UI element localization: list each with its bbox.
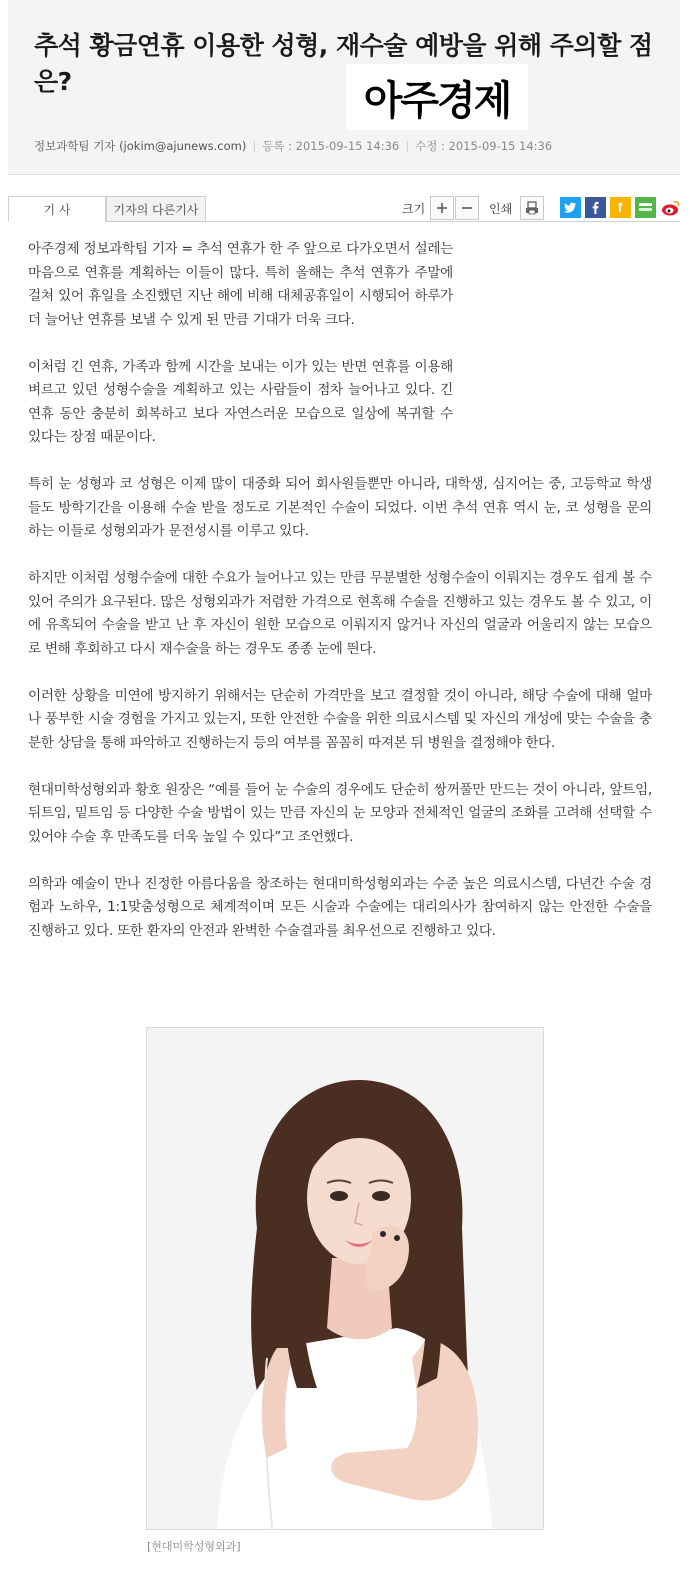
share-facebook-button[interactable] xyxy=(585,197,606,218)
twitter-icon xyxy=(564,201,577,214)
article-paragraph: 이처럼 긴 연휴, 가족과 함께 시간을 보내는 이가 있는 반면 연휴를 이용해 벼르고 있던 성형수술을 계획하고 있는 사람들이 점차 늘어나고 있다. 긴 연휴 동안 충분히 회복하고 보다 자연스러운 모습으로 일상에 복귀할 수 있다는 장점 때문이다. xyxy=(28,358,453,445)
article-paragraph: 의학과 예술이 만나 진정한 아름다움을 창조하는 현대미학성형외과는 수준 높은 의료시스템, 다년간 수술 경험과 노하우, 1:1맞춤성형으로 체계적이며 모든 시술과 수술에는 대리의사가 참여하지 않는 안전한 수술을 진행하고 있다. 또한 환자의 안전과 완벽한 수술결과를 최우선으로 진행하고 있다. xyxy=(28,875,652,939)
article-paragraph: 이러한 상황을 미연에 방지하기 위해서는 단순히 가격만을 보고 결정할 것이 아니라, 해당 수술에 대해 얼마나 풍부한 시술 경험을 가지고 있는지, 또한 안전한 수술을 위한 의료시스템 및 자신의 개성에 맞는 수술을 충분한 상담을 통해 파악하고 진행하는지 등의 여부를 꼼꼼히 따져본 뒤 병원을 결정해야 한다. xyxy=(28,687,652,751)
share-band-button[interactable] xyxy=(635,197,656,218)
print-button[interactable] xyxy=(520,196,544,220)
byline-author[interactable]: 정보과학팀 기자 (jokim@ajunews.com) xyxy=(34,139,247,153)
article-paragraph: 현대미학성형외과 황호 원장은 “예를 들어 눈 수술의 경우에도 단순히 쌍꺼풀만 만드는 것이 아니라, 앞트임, 뒤트임, 밑트임 등 다양한 수술 방법이 있는 만큼 자신의 눈 모양과 전체적인 얼굴의 조화를 고려해 선택할 수 있어야 수술 후 만족도를 더욱 높일 수 있다”고 조언했다. xyxy=(28,781,652,845)
byline xyxy=(34,138,552,154)
byline-modified: 수정 : 2015-09-15 14:36 xyxy=(415,139,553,153)
byline-divider: | xyxy=(405,139,410,153)
tab-article[interactable]: 기 사 xyxy=(8,196,106,222)
share-twitter-button[interactable] xyxy=(560,197,581,218)
article-paragraph: 아주경제 정보과학팀 기자 = 추석 연휴가 한 주 앞으로 다가오면서 설레는 마음으로 연휴를 계획하는 이들이 많다. 특히 올해는 추석 연휴가 주말에 걸쳐 있어 휴일을 소진했던 지난 해에 비해 대체공휴일이 시행되어 하루가 더 늘어난 연휴를 보낼 수 있게 된 만큼 기대가 더욱 크다. xyxy=(28,241,453,328)
article-photo[interactable] xyxy=(146,1027,544,1530)
plus-icon xyxy=(436,202,448,214)
photo-caption: [현대미학성형외과] xyxy=(147,1540,241,1553)
print-label: 인쇄 xyxy=(489,202,513,216)
ajunews-logo[interactable]: 아주경제 xyxy=(346,64,528,130)
tab-divider xyxy=(206,221,680,222)
article-header xyxy=(8,0,680,175)
tab-reporter-other-articles[interactable]: 기자의 다른기사 xyxy=(106,196,206,222)
byline-divider: | xyxy=(252,139,257,153)
font-size-label: 크기 xyxy=(402,202,426,216)
band-icon xyxy=(638,201,653,214)
model-portrait-image xyxy=(147,1028,543,1529)
font-decrease-button[interactable] xyxy=(455,196,479,220)
share-weibo-button[interactable] xyxy=(660,197,681,218)
article-title: 추석 황금연휴 이용한 성형, 재수술 예방을 위해 주의할 점은? xyxy=(34,31,653,96)
print-icon xyxy=(525,201,539,215)
byline-registered: 등록 : 2015-09-15 14:36 xyxy=(262,139,400,153)
article-body xyxy=(28,238,652,967)
share-kakaostory-button[interactable] xyxy=(610,197,631,218)
article-paragraph: 하지만 이처럼 성형수술에 대한 수요가 늘어나고 있는 만큼 무분별한 성형수술이 이뤄지는 경우도 쉽게 볼 수 있어 주의가 요구된다. 많은 성형외과가 저렴한 가격으로 현혹해 수술을 진행하고 있는 경우도 볼 수 있고, 이에 유혹되어 수술을 받고 난 후 자신이 원한 모습으로 이뤄지지 않거나 자신의 얼굴과 어울리지 않는 모습으로 변해 후회하고 다시 재수술을 하는 경우도 종종 눈에 띈다. xyxy=(28,570,652,657)
article-paragraph: 특히 눈 성형과 코 성형은 이제 많이 대중화 되어 회사원들뿐만 아니라, 대학생, 심지어는 중, 고등학교 학생들도 방학기간을 이용해 수술 받을 정도로 기본적인 수술이 되었다. 이번 추석 연휴 역시 눈, 코 성형을 문의하는 이들로 성형외과가 문전성시를 이루고 있다. xyxy=(28,476,652,539)
article-toolbar xyxy=(8,196,680,224)
minus-icon xyxy=(461,202,473,214)
font-increase-button[interactable] xyxy=(430,196,454,220)
facebook-icon xyxy=(589,201,602,214)
weibo-icon xyxy=(661,199,681,217)
kakaostory-icon xyxy=(614,201,627,214)
